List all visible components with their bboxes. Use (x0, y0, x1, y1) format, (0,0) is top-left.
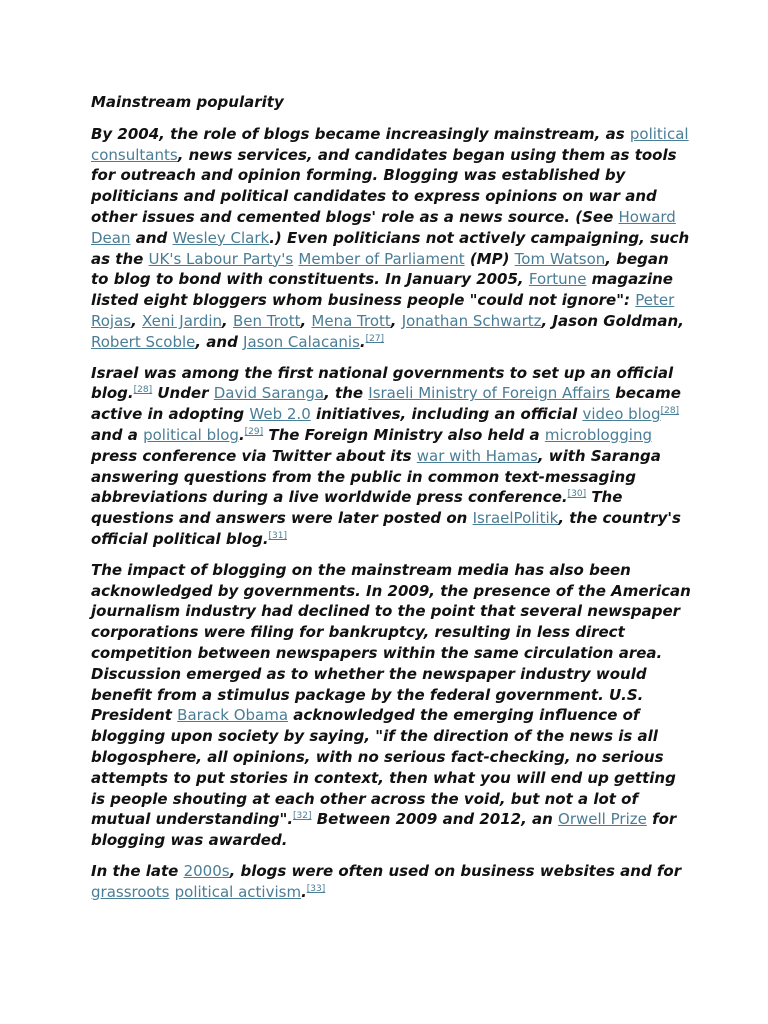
reference-marker (366, 334, 384, 344)
article-link[interactable]: Xeni Jardin (142, 311, 223, 330)
paragraph-text: , (131, 311, 143, 330)
paragraph-text: Between 2009 and 2012, an (311, 810, 559, 829)
paragraph-text: for blogging was awarded. (91, 810, 677, 850)
reference-marker (134, 385, 152, 395)
paragraph-text: and (130, 228, 173, 247)
reference-link[interactable]: [27] (365, 333, 385, 344)
paragraph-text: , the country's official political blog. (91, 509, 681, 548)
article-link[interactable]: political activism (174, 882, 302, 901)
article-link[interactable]: Peter Rojas (91, 291, 675, 330)
article-link[interactable]: Web 2.0 (249, 405, 311, 424)
paragraph-text: . (359, 332, 366, 351)
article-link[interactable]: Howard Dean (91, 207, 676, 247)
reference-link[interactable]: [33] (306, 883, 326, 894)
paragraph-text: Under (152, 384, 214, 403)
paragraph-text: press conference via Twitter about its (91, 446, 417, 465)
reference-link[interactable]: [28] (133, 385, 153, 396)
paragraph-text: . (301, 882, 307, 901)
article-link[interactable]: Wesley Clark (172, 228, 270, 247)
article-link[interactable]: UK's Labour Party's (148, 249, 294, 268)
paragraph-text: In the late (91, 861, 184, 880)
article-link[interactable]: Israeli Ministry of Foreign Affairs (368, 384, 610, 403)
reference-marker (568, 489, 586, 499)
reference-marker (293, 811, 311, 821)
reference-link[interactable]: [30] (567, 489, 587, 500)
article-link[interactable]: war with Hamas (416, 446, 538, 465)
article-link[interactable]: David Saranga (213, 384, 325, 403)
paragraph-text: (MP) (464, 249, 515, 268)
paragraph-text: The impact of blogging on the mainstream media has also been acknowledged by governments. In 2009, the presence of the American journalism industry had declined to the point that several newspaper corporations were filing for bankruptcy, resulting in less direct competition between newspapers within the same circulation area. Discussion emerged as to whether the newspaper industry would benefit from a stimulus package by the federal government. U.S. President (91, 560, 691, 725)
reference-link[interactable]: [29] (244, 426, 264, 437)
article-link[interactable]: political blog (143, 425, 239, 444)
paragraph (91, 363, 691, 550)
article-link[interactable]: 2000s (183, 861, 230, 880)
paragraph-text: , with Saranga answering questions from the public in common text-messaging abbreviations during a live worldwide press conference. (91, 446, 661, 507)
article-link[interactable]: Mena Trott (311, 311, 391, 330)
paragraph-text: became active in adopting (91, 384, 681, 424)
paragraph-text: Israel was among the first national governments to set up an official blog. (91, 363, 674, 403)
paragraph (91, 560, 691, 851)
paragraph-text: and a (91, 425, 144, 444)
reference-marker (307, 884, 325, 894)
paragraph-text: , the (324, 384, 369, 403)
paragraph-text: . (238, 425, 245, 444)
paragraph-text: , (222, 311, 233, 330)
article-link[interactable]: Orwell Prize (558, 810, 647, 829)
paragraph-text: The questions and answers were later posted on (91, 488, 623, 528)
article-link[interactable]: Ben Trott (232, 311, 301, 330)
reference-marker (245, 427, 263, 437)
paragraph-text: , (390, 311, 402, 330)
article-body (91, 92, 691, 912)
article-link[interactable]: Jonathan Schwartz (401, 311, 542, 330)
paragraph-text: acknowledged the emerging influence of blogging upon society by saying, "if the direction of the news is all blogosphere, all opinions, with no serious fact-checking, no serious attempts to put stories in context, then what you will end up getting is people shouting at each other across the void, but not a lot of mutual understanding". (91, 706, 676, 829)
section-heading: Mainstream popularity (91, 93, 284, 111)
reference-marker (661, 406, 679, 416)
article-link[interactable]: video blog (582, 405, 661, 424)
paragraph-text: .) Even politicians not actively campaigning, such as the (91, 228, 690, 268)
paragraph (91, 124, 691, 353)
article-link[interactable]: microblogging (544, 425, 652, 444)
paragraph (91, 861, 691, 903)
article-link[interactable]: Robert Scoble (91, 332, 196, 351)
paragraph-text: , (300, 311, 312, 330)
article-link[interactable]: Member of Parliament (298, 249, 465, 268)
article-link[interactable]: Jason Calacanis (243, 332, 360, 351)
article-link[interactable]: political consultants (91, 124, 689, 164)
reference-link[interactable]: [32] (293, 811, 312, 822)
paragraph-text: , began to blog to bond with constituents. In January 2005, (91, 249, 669, 289)
paragraph-text: , news services, and candidates began using them as tools for outreach and opinion forming. Blogging was established by politicians and political candidates to express opinions on war and other issues and cemented blogs' role as a news source. (See (91, 145, 677, 226)
paragraph-text: , and (195, 332, 244, 351)
article-link[interactable]: grassroots (91, 882, 170, 901)
article-link[interactable]: Barack Obama (177, 706, 289, 725)
paragraphs (91, 124, 691, 903)
paragraph-text: , Jason Goldman, (541, 311, 684, 330)
article-link[interactable]: Fortune (528, 270, 587, 289)
reference-marker (269, 531, 287, 541)
paragraph-text: By 2004, the role of blogs became increasingly mainstream, as (91, 124, 630, 143)
paragraph-text: , blogs were often used on business websites and for (229, 861, 682, 880)
paragraph-text: The Foreign Ministry also held a (263, 425, 545, 444)
article-link[interactable]: IsraelPolitik (472, 509, 559, 528)
article-link[interactable]: Tom Watson (514, 249, 606, 268)
reference-link[interactable]: [31] (268, 530, 288, 541)
paragraph-text: initiatives, including an official (310, 405, 583, 424)
reference-link[interactable]: [28] (660, 406, 680, 417)
paragraph-text: magazine listed eight bloggers whom business people "could not ignore": (91, 270, 673, 310)
